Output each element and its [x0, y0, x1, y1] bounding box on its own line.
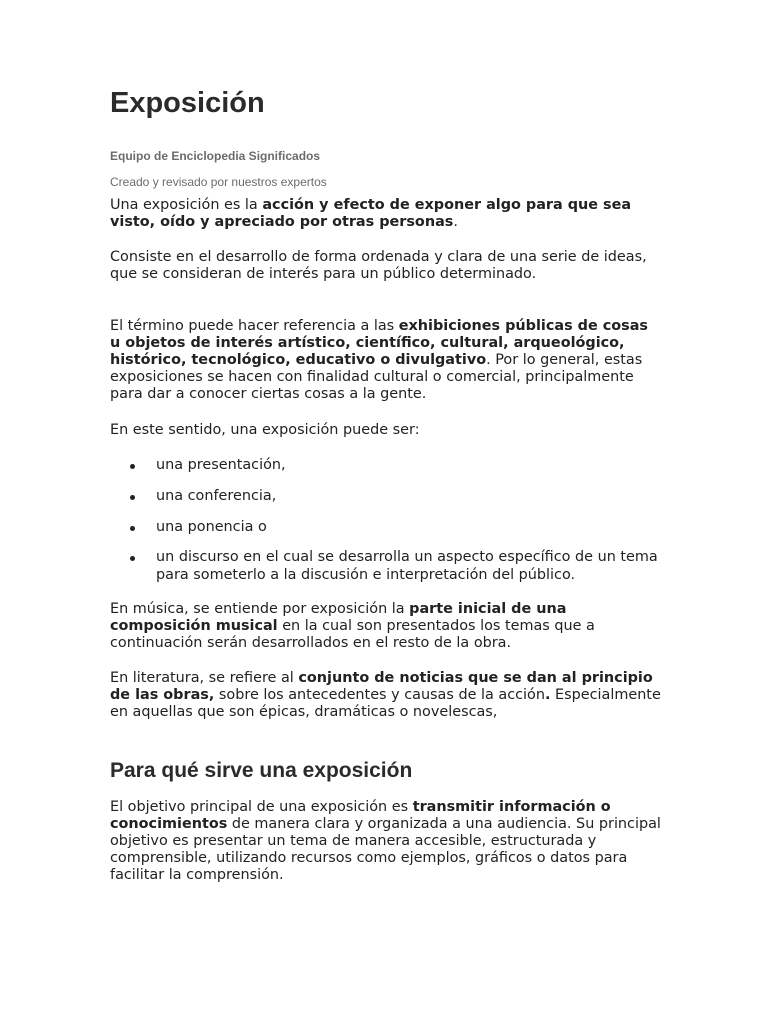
- bold-text: transmitir información o conocimientos: [110, 799, 611, 832]
- list-item-text: un discurso en el cual se desarrolla un aspecto específico de un tema para someterlo a la discusión e interpretación del público.: [156, 549, 658, 583]
- text: . Por lo general, estas exposiciones se hacen con finalidad cultural o comercial, principalmente para dar a conocer ciertas cosas a la gente.: [110, 352, 643, 402]
- text: en la cual son presentados los temas que a continuación serán desarrollados en el resto de la obra.: [110, 618, 595, 651]
- bold-text: conjunto de noticias que se dan al principio de las obras,: [110, 670, 653, 703]
- bold-text: acción y efecto de exponer algo para que sea visto, oído y apreciado por otras personas: [110, 197, 632, 230]
- bullet-icon: [130, 464, 135, 469]
- text: El objetivo principal de una exposición es: [110, 799, 413, 815]
- text: de manera clara y organizada a una audiencia. Su principal objetivo es presentar un tema de manera accesible, estructurada y comprensible, utilizando recursos como ejemplos, gráficos o datos para facilitar la comprensión.: [110, 816, 661, 883]
- list-item-text: una conferencia,: [156, 488, 277, 504]
- list-item-text: una presentación,: [156, 457, 286, 473]
- paragraph-music: [110, 601, 662, 652]
- list-item: [130, 457, 670, 475]
- text: El término puede hacer referencia a las: [110, 318, 399, 334]
- paragraph-definition: [110, 197, 662, 231]
- review-note: Creado y revisado por nuestros expertos: [110, 175, 327, 189]
- page-title: Exposición: [110, 87, 265, 119]
- paragraph-types-intro: En este sentido, una exposición puede ser:: [110, 422, 420, 438]
- list-item-text: una ponencia o: [156, 519, 267, 535]
- text: En música, se entiende por exposición la: [110, 601, 410, 617]
- bullet-icon: [130, 495, 135, 500]
- text: sobre los antecedentes y causas de la acción: [214, 687, 545, 703]
- section-heading: Para qué sirve una exposición: [110, 759, 413, 782]
- list-item: [130, 488, 670, 506]
- author-line: Equipo de Enciclopedia Significados: [110, 149, 321, 163]
- list-item: [130, 519, 670, 537]
- paragraph-development: Consiste en el desarrollo de forma ordenada y clara de una serie de ideas, que se consideran de interés para un público determinado.: [110, 249, 647, 282]
- bold-text: exhibiciones públicas de cosas u objetos de interés artístico, científico, cultural, arqueológico, histórico, tecnológico, educativo o divulgativo: [110, 318, 648, 368]
- paragraph-literature: [110, 670, 662, 721]
- bold-text: parte inicial de una composición musical: [110, 601, 567, 634]
- paragraph-purpose: [110, 799, 662, 884]
- bold-text: .: [544, 687, 551, 703]
- list-item: [130, 549, 670, 584]
- text: En literatura, se refiere al: [110, 670, 299, 686]
- text: .: [453, 214, 458, 230]
- text: Especialmente en aquellas que son épicas, dramáticas o novelescas,: [110, 687, 661, 720]
- text: Una exposición es la: [110, 197, 263, 213]
- paragraph-exhibitions: [110, 318, 662, 403]
- bullet-icon: [130, 526, 135, 531]
- bullet-icon: [130, 556, 135, 561]
